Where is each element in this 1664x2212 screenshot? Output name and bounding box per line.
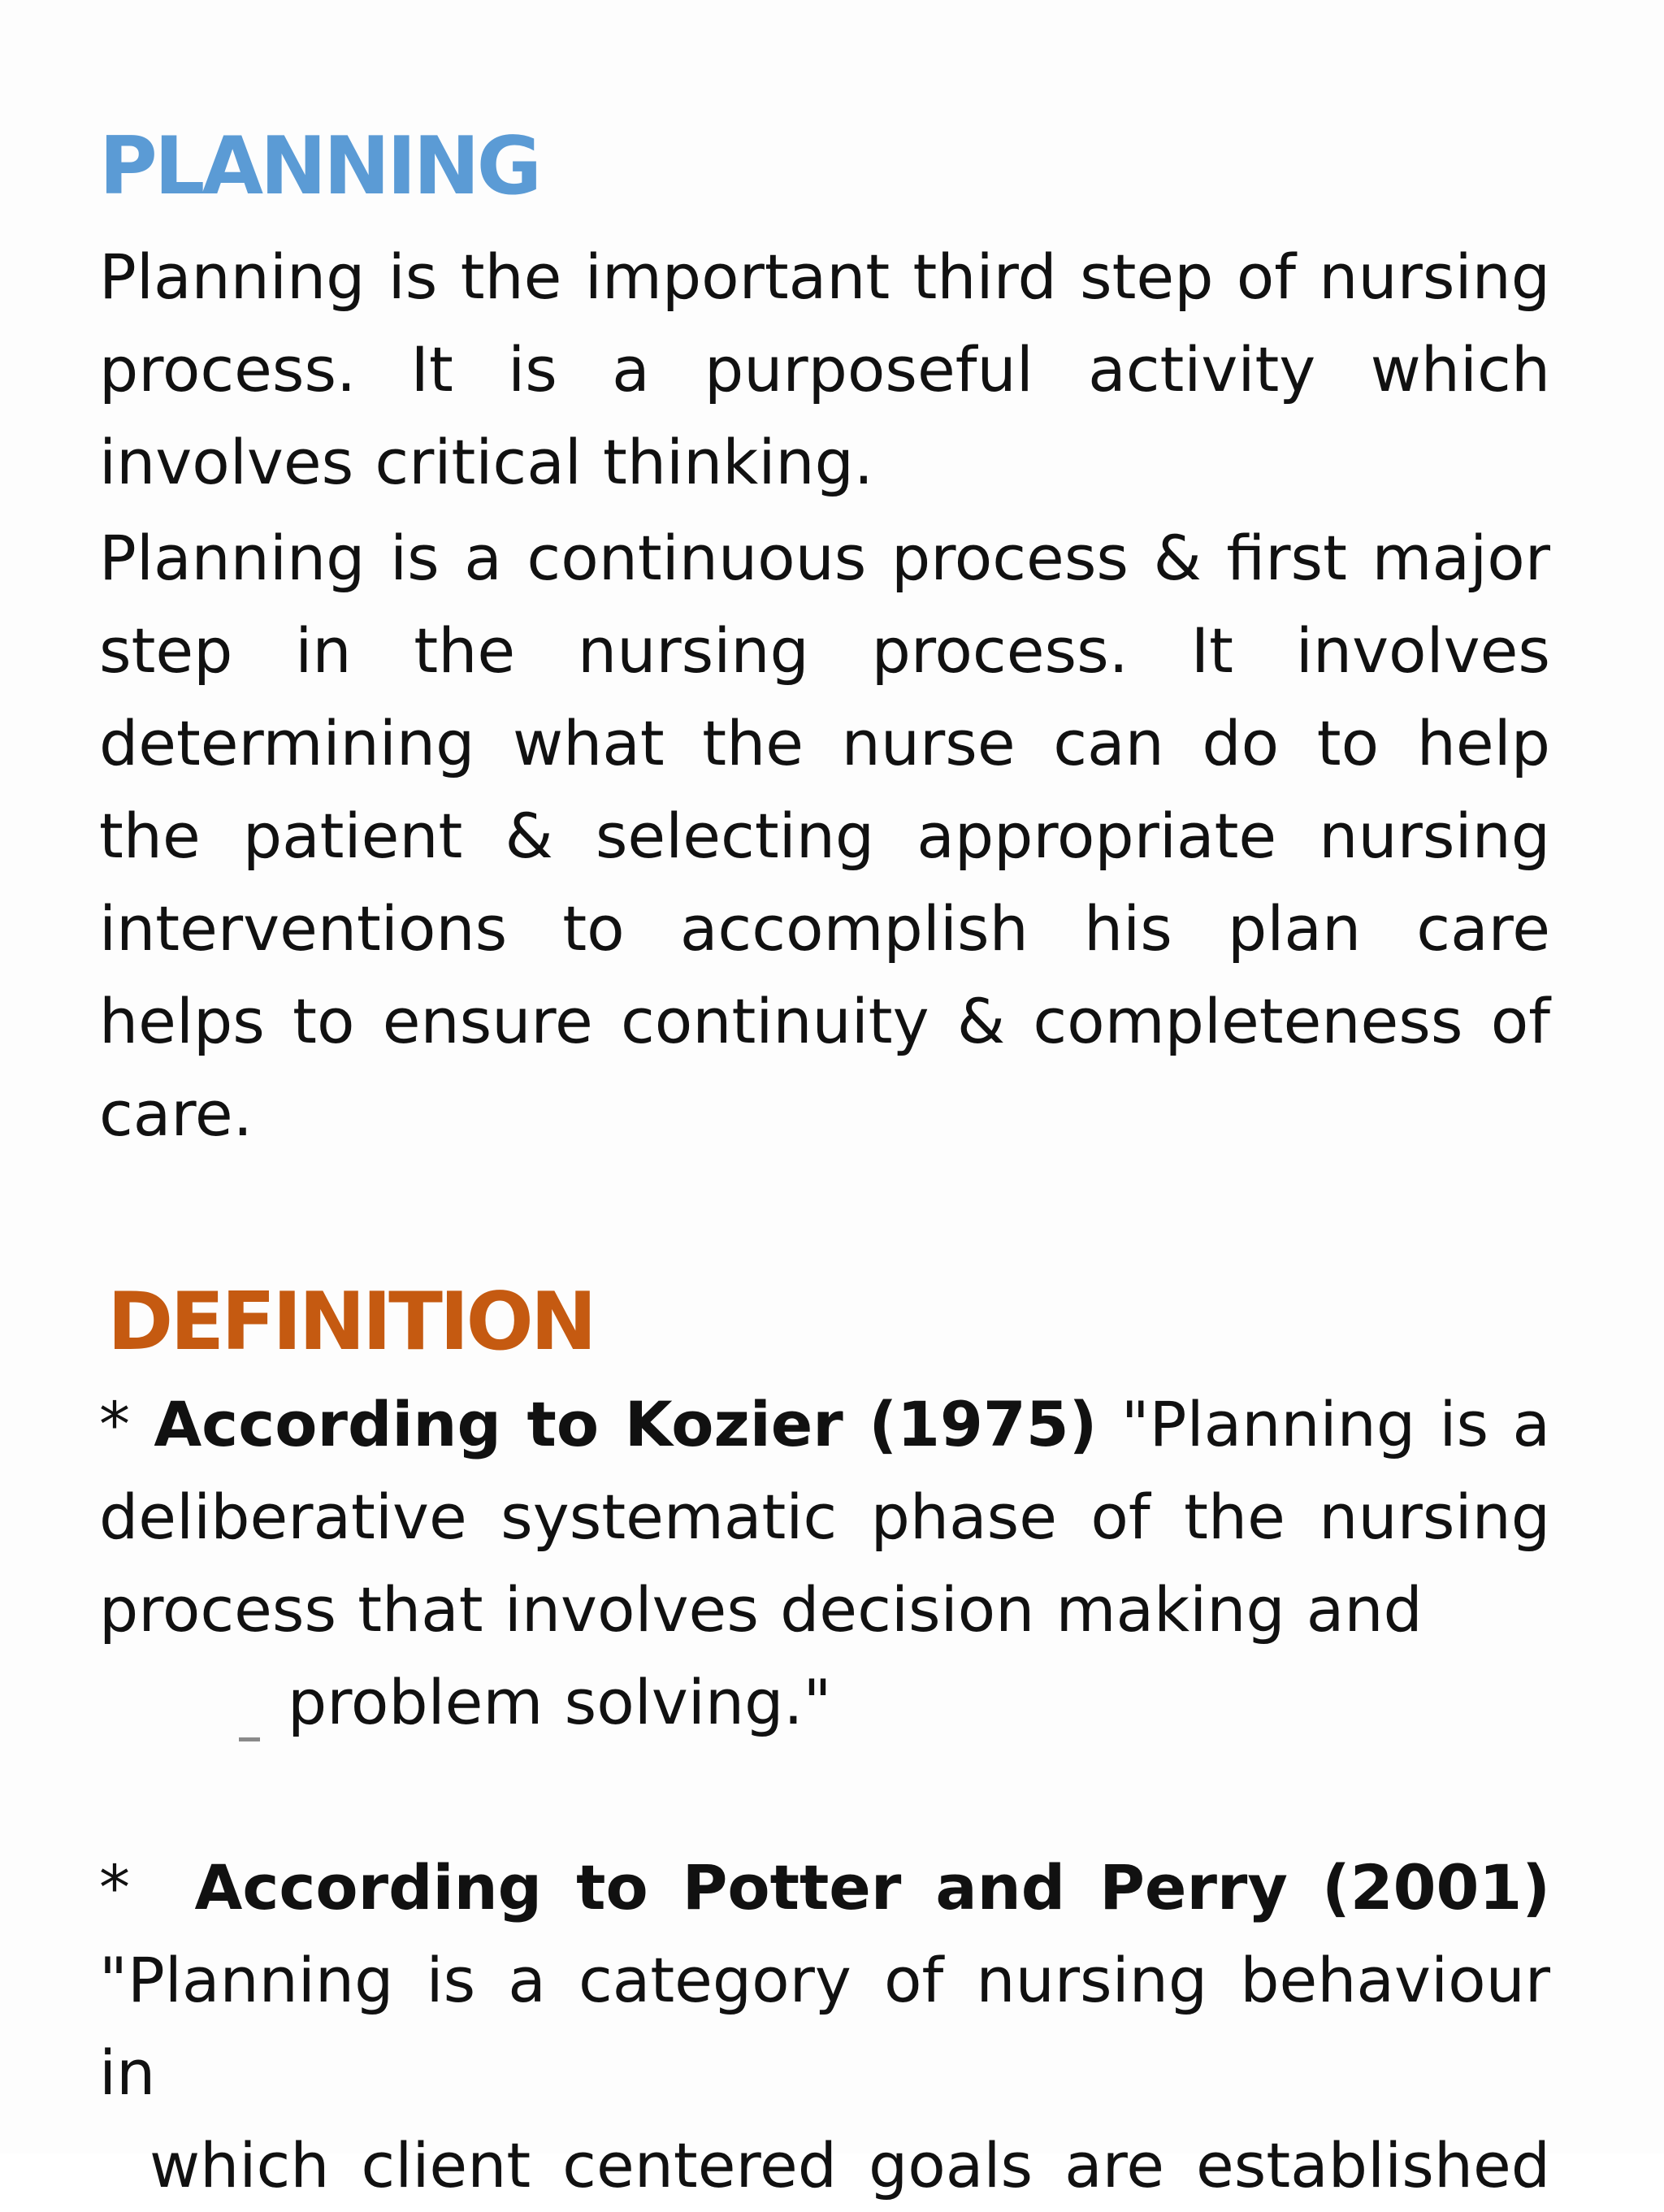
underscore-mark xyxy=(239,1737,260,1741)
definition-potter-perry-source: According to Potter and Perry (2001) xyxy=(194,1851,1550,1924)
definition-heading: DEFINITION xyxy=(107,1276,594,1368)
planning-paragraph-2: Planning is a continuous process & first major step in the nursing process. It involves determining what the nurse can do to help the patient & selecting appropriate nursing interventions to accomplish his plan care helps to ensure continuity & completeness of care. xyxy=(99,522,1550,1150)
definition-kozier xyxy=(99,1378,1550,1749)
document-content xyxy=(99,114,1550,2212)
definition-kozier-text xyxy=(99,1378,1550,1656)
definition-kozier-source: According to Kozier (1975) xyxy=(154,1388,1098,1460)
planning-heading: PLANNING xyxy=(99,120,540,213)
planning-paragraph-1: Planning is the important third step of nursing process. It is a purposeful activity which involves critical thinking. xyxy=(99,241,1550,498)
definition-section xyxy=(99,1269,1550,2212)
definition-potter-perry-quote-end: which client centered goals are established xyxy=(150,2129,1550,2201)
definition-potter-perry-last-line xyxy=(99,2119,1550,2212)
definition-kozier-quote: "Planning is a deliberative systematic phase of the nursing process that involves decision making and xyxy=(99,1388,1550,1646)
definition-potter-perry-quote: "Planning is a category of nursing behaviour in xyxy=(99,1944,1550,2109)
definition-potter-perry-bullet: * xyxy=(99,1851,130,1924)
definition-potter-perry xyxy=(99,1841,1550,2212)
definition-potter-perry-text xyxy=(99,1841,1550,2119)
definition-kozier-bullet: * xyxy=(99,1388,130,1460)
definition-kozier-last-line xyxy=(99,1656,1550,1749)
definition-kozier-quote-end: problem solving." xyxy=(288,1666,832,1738)
